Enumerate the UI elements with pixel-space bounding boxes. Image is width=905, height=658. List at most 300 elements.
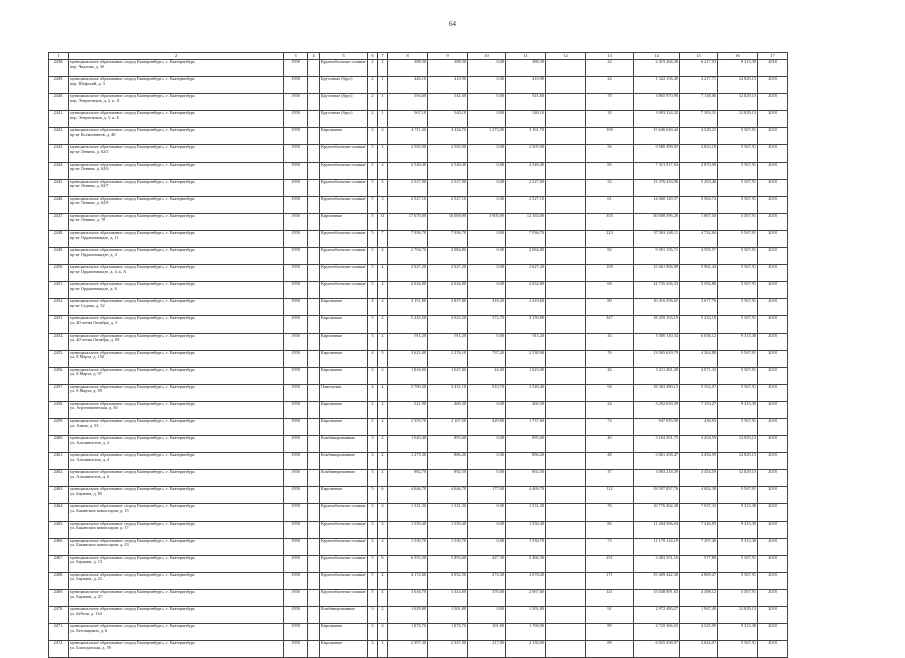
floors-cell: 5: [368, 487, 378, 504]
entrances-cell: 2: [378, 316, 388, 333]
owner-text: муниципальное образование «город Екатеринбург», г. Екатеринбург,: [70, 589, 196, 594]
premises-area-cell: 1 501,80: [428, 607, 468, 624]
residents-cell: 89: [586, 624, 634, 641]
entrances-cell: 7: [378, 230, 388, 247]
street-text: пер. Шефский, д. 3: [70, 80, 105, 86]
cost-cell: 18 363 480,13: [634, 384, 680, 401]
premises-area-cell: 3 431,10: [428, 384, 468, 401]
year-cell: 1958: [284, 111, 308, 128]
plan-year-cell: 2018: [758, 350, 788, 367]
nonresidential-area-cell: 910,70: [468, 384, 506, 401]
row-number: 2451.: [49, 282, 69, 299]
floors-cell: 3: [368, 436, 378, 453]
total-area-cell: 982,70: [388, 470, 428, 487]
residents-cell: 223: [586, 230, 634, 247]
plan-year-cell: 2018: [758, 77, 788, 94]
residential-area-cell: 1 550,40: [506, 521, 546, 538]
row-number: 2455.: [49, 350, 69, 367]
empty-cell: [308, 589, 320, 606]
total-area-cell: 1 531,30: [388, 504, 428, 521]
total-area-cell: 911,20: [388, 333, 428, 350]
plan-year-cell: 2018: [758, 589, 788, 606]
address-cell: [69, 213, 284, 230]
premises-area-cell: 886,20: [428, 453, 468, 470]
empty-cell: [546, 145, 586, 162]
empty-cell: [546, 401, 586, 418]
empty-cell: [546, 60, 586, 77]
street-text: пр-кт Космонавтов, д. 48: [70, 131, 116, 137]
max-cost-cell: 9 313,38: [718, 624, 758, 641]
owner-text: муниципальное образование «город Екатеринбург», г. Екатеринбург,: [70, 538, 196, 543]
empty-cell: [308, 453, 320, 470]
year-cell: 1958: [284, 265, 308, 282]
year-cell: 1958: [284, 470, 308, 487]
owner-text: муниципальное образование «город Екатеринбург», г. Екатеринбург,: [70, 93, 196, 99]
entrances-cell: 3: [378, 521, 388, 538]
max-cost-cell: 12 829,13: [718, 111, 758, 128]
street-text: ул. 8 Марта, д. 99: [70, 388, 102, 394]
nonresidential-area-cell: 101,80: [468, 624, 506, 641]
nonresidential-area-cell: 376,00: [468, 589, 506, 606]
plan-year-cell: 2018: [758, 470, 788, 487]
owner-text: муниципальное образование «город Екатеринбург», г. Екатеринбург,: [70, 623, 196, 629]
residential-area-cell: 5 466,30: [506, 555, 546, 572]
row-number: 2472.: [49, 641, 69, 658]
unit-cost-cell: 577,80: [680, 555, 718, 572]
empty-cell: [546, 641, 586, 658]
max-cost-cell: 12 829,13: [718, 607, 758, 624]
street-text: пер. Чкалова, д. 3б: [70, 63, 105, 69]
cost-cell: 18 439 103,19: [634, 316, 680, 333]
plan-year-cell: 2018: [758, 299, 788, 316]
residential-area-cell: 1 768,90: [506, 624, 546, 641]
nonresidential-area-cell: 0,00: [468, 145, 506, 162]
address-cell: [69, 538, 284, 555]
address-cell: [69, 384, 284, 401]
table-row: [49, 350, 788, 367]
empty-cell: [546, 128, 586, 145]
residents-cell: 35: [586, 111, 634, 128]
residents-cell: 37: [586, 470, 634, 487]
owner-text: муниципальное образование «город Екатеринбург», г. Екатеринбург,: [70, 418, 196, 423]
cost-cell: 18 597 837,76: [634, 487, 680, 504]
entrances-cell: 1: [378, 94, 388, 111]
premises-area-cell: 1 647,00: [428, 367, 468, 384]
total-area-cell: 2 527,10: [388, 196, 428, 213]
premises-area-cell: 892,50: [428, 470, 468, 487]
floors-cell: 2: [368, 77, 378, 94]
premises-area-cell: 3 952,50: [428, 572, 468, 589]
owner-text: муниципальное образование «город Екатеринбург», г. Екатеринбург,: [70, 179, 196, 184]
owner-text: муниципальное образование «город Екатеринбург», г. Екатеринбург,: [70, 555, 196, 560]
plan-year-cell: 2018: [758, 179, 788, 196]
street-text: пр-кт Ленина, д. 62/6: [70, 166, 109, 172]
table-row: [49, 316, 788, 333]
empty-cell: [308, 111, 320, 128]
cost-cell: 19 409 442,38: [634, 572, 680, 589]
max-cost-cell: 9 313,38: [718, 333, 758, 350]
residential-area-cell: 2 538,90: [506, 350, 546, 367]
row-number: 2459.: [49, 418, 69, 435]
plan-year-cell: 2018: [758, 453, 788, 470]
total-area-cell: 4 172,60: [388, 572, 428, 589]
address-cell: [69, 589, 284, 606]
row-number: 2452.: [49, 299, 69, 316]
row-number: 2468.: [49, 572, 69, 589]
max-cost-cell: 5 567,91: [718, 572, 758, 589]
nonresidential-area-cell: 24,00: [468, 367, 506, 384]
residents-cell: 43: [586, 333, 634, 350]
residential-area-cell: 892,50: [506, 470, 546, 487]
address-cell: [69, 333, 284, 350]
table-row: [49, 470, 788, 487]
owner-text: муниципальное образование «город Екатеринбург», г. Екатеринбург,: [70, 521, 196, 526]
header-cell: 8: [388, 53, 428, 60]
residents-cell: 76: [586, 350, 634, 367]
nonresidential-area-cell: 0,00: [468, 162, 506, 179]
floors-cell: 3: [368, 333, 378, 350]
entrances-cell: 6: [378, 555, 388, 572]
floors-cell: 3: [368, 624, 378, 641]
entrances-cell: 3: [378, 299, 388, 316]
plan-year-cell: 2018: [758, 538, 788, 555]
max-cost-cell: 5 567,91: [718, 213, 758, 230]
residential-area-cell: 1 501,80: [506, 607, 546, 624]
nonresidential-area-cell: 0,00: [468, 60, 506, 77]
year-cell: 1958: [284, 487, 308, 504]
cost-cell: 2 972 489,27: [634, 607, 680, 624]
address-cell: [69, 94, 284, 111]
address-cell: [69, 230, 284, 247]
wall-material-cell: Крупноблочные силикат: [320, 162, 368, 179]
residential-area-cell: 12 163,00: [506, 213, 546, 230]
cost-cell: 13 376 433,96: [634, 179, 680, 196]
owner-text: муниципальное образование «город Екатеринбург», г. Екатеринбург,: [70, 298, 196, 304]
wall-material-cell: Крупноблочные силикат: [320, 521, 368, 538]
residents-cell: 347: [586, 316, 634, 333]
cost-cell: 5 500 110,34: [634, 333, 680, 350]
address-cell: [69, 607, 284, 624]
address-cell: [69, 401, 284, 418]
unit-cost-cell: 7 393,31: [680, 111, 718, 128]
empty-cell: [546, 367, 586, 384]
empty-cell: [308, 128, 320, 145]
address-cell: [69, 624, 284, 641]
street-text: ул. Бебеля, д. 134: [70, 610, 102, 616]
residential-area-cell: 4 469,70: [506, 487, 546, 504]
table-row: [49, 589, 788, 606]
cost-cell: 9 581 156,71: [634, 248, 680, 265]
total-area-cell: 2 704,70: [388, 248, 428, 265]
max-cost-cell: 5 567,91: [718, 367, 758, 384]
row-number: 2443.: [49, 145, 69, 162]
entrances-cell: 3: [378, 641, 388, 658]
residents-cell: 121: [586, 589, 634, 606]
plan-year-cell: 2018: [758, 504, 788, 521]
street-text: пр-кт Ленина, д. 62/5: [70, 149, 109, 155]
floors-cell: 2: [368, 401, 378, 418]
year-cell: 1958: [284, 607, 308, 624]
wall-material-cell: Кирпичные: [320, 367, 368, 384]
plan-year-cell: 2018: [758, 111, 788, 128]
row-number: 2457.: [49, 384, 69, 401]
nonresidential-area-cell: 0,00: [468, 333, 506, 350]
street-text: ул. 40-летия Октября, д. 69: [70, 337, 120, 343]
wall-material-cell: Кирпичные: [320, 487, 368, 504]
owner-text: муниципальное образование «город Екатеринбург», г. Екатеринбург,: [70, 486, 196, 492]
floors-cell: 3: [368, 521, 378, 538]
address-cell: [69, 248, 284, 265]
residential-area-cell: 911,20: [506, 333, 546, 350]
owner-text: муниципальное образование «город Екатеринбург», г. Екатеринбург,: [70, 213, 196, 218]
table-row: [49, 607, 788, 624]
entrances-cell: 1: [378, 111, 388, 128]
entrances-cell: 11: [378, 213, 388, 230]
unit-cost-cell: 7 138,06: [680, 94, 718, 111]
floors-cell: 3: [368, 470, 378, 487]
total-area-cell: 388,30: [388, 60, 428, 77]
table-row: [49, 521, 788, 538]
premises-area-cell: 16 068,90: [428, 213, 468, 230]
residents-cell: 86: [586, 521, 634, 538]
cost-cell: 3 865 970,98: [634, 94, 680, 111]
empty-cell: [308, 607, 320, 624]
plan-year-cell: 2018: [758, 265, 788, 282]
residents-cell: 48: [586, 453, 634, 470]
address-cell: [69, 128, 284, 145]
total-area-cell: 2 527,00: [388, 179, 428, 196]
floors-cell: 3: [368, 641, 378, 658]
residential-area-cell: 3 150,80: [506, 316, 546, 333]
street-text: ул. Бакинских комиссаров, д. 15: [70, 508, 129, 514]
floors-cell: 5: [368, 230, 378, 247]
entrances-cell: 2: [378, 607, 388, 624]
wall-material-cell: Комбинированные: [320, 470, 368, 487]
nonresidential-area-cell: 0,00: [468, 470, 506, 487]
row-number: 2449.: [49, 248, 69, 265]
street-text: пр-кт Орджоникидзе, д. 4, к. А: [70, 268, 127, 274]
street-text: ул. Азина, д. 53: [70, 422, 99, 428]
premises-area-cell: 3 276,10: [428, 350, 468, 367]
plan-year-cell: 2018: [758, 487, 788, 504]
wall-material-cell: Крупноблочные силикат: [320, 538, 368, 555]
year-cell: 1958: [284, 196, 308, 213]
year-cell: 1958: [284, 624, 308, 641]
nonresidential-area-cell: 1 273,00: [468, 128, 506, 145]
wall-material-cell: Панельные: [320, 384, 368, 401]
empty-cell: [308, 624, 320, 641]
residents-cell: 171: [586, 572, 634, 589]
row-number: 2461.: [49, 453, 69, 470]
empty-cell: [546, 453, 586, 470]
empty-cell: [308, 367, 320, 384]
address-cell: [69, 487, 284, 504]
wall-material-cell: Кирпичные: [320, 624, 368, 641]
row-number: 2471.: [49, 624, 69, 641]
street-text: пер. Энергетиков, д. 5, к. Б: [70, 114, 120, 120]
total-area-cell: 2 634,80: [388, 282, 428, 299]
header-cell: 13: [586, 53, 634, 60]
address-cell: [69, 316, 284, 333]
residential-area-cell: 2 520,40: [506, 384, 546, 401]
header-cell: 17: [758, 53, 788, 60]
table-row: [49, 230, 788, 247]
premises-area-cell: 911,20: [428, 333, 468, 350]
entrances-cell: 3: [378, 504, 388, 521]
residential-area-cell: 2 548,40: [506, 162, 546, 179]
max-cost-cell: 5 567,91: [718, 641, 758, 658]
street-text: пр-кт Седова, д. 52: [70, 302, 105, 308]
nonresidential-area-cell: 372,70: [468, 316, 506, 333]
premises-area-cell: 4 434,70: [428, 128, 468, 145]
floors-cell: 5: [368, 572, 378, 589]
table-row: [49, 624, 788, 641]
address-cell: [69, 162, 284, 179]
nonresidential-area-cell: 0,00: [468, 111, 506, 128]
floors-cell: 5: [368, 162, 378, 179]
residents-cell: 91: [586, 607, 634, 624]
cost-cell: 3 061 458,47: [634, 453, 680, 470]
entrances-cell: 3: [378, 624, 388, 641]
cost-cell: 3 083 218,39: [634, 470, 680, 487]
row-number: 2440.: [49, 94, 69, 111]
address-cell: [69, 196, 284, 213]
residents-cell: 61: [586, 196, 634, 213]
unit-cost-cell: 2 071,33: [680, 367, 718, 384]
floors-cell: 2: [368, 94, 378, 111]
residents-cell: 89: [586, 641, 634, 658]
premises-area-cell: 2 167,50: [428, 418, 468, 435]
max-cost-cell: 5 567,91: [718, 162, 758, 179]
wall-material-cell: Кирпичные: [320, 350, 368, 367]
wall-material-cell: Крупноблочные силикат: [320, 179, 368, 196]
empty-cell: [546, 589, 586, 606]
address-cell: [69, 111, 284, 128]
owner-text: муниципальное образование «город Екатеринбург», г. Екатеринбург,: [70, 435, 196, 441]
total-area-cell: 2 627,20: [388, 265, 428, 282]
max-cost-cell: 5 567,91: [718, 487, 758, 504]
row-number: 2447.: [49, 213, 69, 230]
floors-cell: 5: [368, 248, 378, 265]
wall-material-cell: Крупноблочные силикат: [320, 60, 368, 77]
max-cost-cell: 12 829,13: [718, 77, 758, 94]
residential-area-cell: 2 130,00: [506, 641, 546, 658]
residential-area-cell: 2 527,10: [506, 196, 546, 213]
floors-cell: 5: [368, 282, 378, 299]
register-table: [48, 52, 788, 658]
unit-cost-cell: 5 293,40: [680, 179, 718, 196]
wall-material-cell: Комбинированные: [320, 607, 368, 624]
total-area-cell: 5 245,50: [388, 316, 428, 333]
residents-cell: 83: [586, 162, 634, 179]
residential-area-cell: 541,60: [506, 94, 546, 111]
nonresidential-area-cell: 177,00: [468, 487, 506, 504]
entrances-cell: 3: [378, 128, 388, 145]
wall-material-cell: Комбинированные: [320, 436, 368, 453]
floors-cell: 4: [368, 299, 378, 316]
nonresidential-area-cell: 0,00: [468, 196, 506, 213]
unit-cost-cell: 5 233,18: [680, 316, 718, 333]
plan-year-cell: 2018: [758, 282, 788, 299]
header-cell: 14: [634, 53, 680, 60]
row-number: 2469.: [49, 589, 69, 606]
address-cell: [69, 470, 284, 487]
premises-area-cell: 1 550,40: [428, 521, 468, 538]
max-cost-cell: 5 567,91: [718, 128, 758, 145]
address-cell: [69, 77, 284, 94]
wall-material-cell: Кирпичные: [320, 641, 368, 658]
header-cell: 6: [368, 53, 378, 60]
street-text: пр-кт Ленина, д. 62/7: [70, 183, 109, 189]
empty-cell: [546, 418, 586, 435]
owner-text: муниципальное образование «город Екатеринбург», г. Екатеринбург,: [70, 230, 196, 235]
table-row: [49, 572, 788, 589]
total-area-cell: 446,10: [388, 77, 428, 94]
address-cell: [69, 572, 284, 589]
street-text: пр-кт Орджоникидзе, д. 4: [70, 251, 117, 257]
address-cell: [69, 350, 284, 367]
year-cell: 1958: [284, 367, 308, 384]
premises-area-cell: 3 343,60: [428, 589, 468, 606]
empty-cell: [308, 384, 320, 401]
residential-area-cell: 2 527,00: [506, 179, 546, 196]
empty-cell: [308, 316, 320, 333]
empty-cell: [308, 162, 320, 179]
street-text: ул. 40-летия Октября, д. 3: [70, 320, 118, 325]
entrances-cell: 1: [378, 77, 388, 94]
address-cell: [69, 299, 284, 316]
cost-cell: 14 060 129,37: [634, 196, 680, 213]
residential-area-cell: 460,30: [506, 401, 546, 418]
wall-material-cell: Крупноблочные силикат: [320, 248, 368, 265]
wall-material-cell: Комбинированные: [320, 453, 368, 470]
unit-cost-cell: 3 454,59: [680, 470, 718, 487]
header-cell: 11: [506, 53, 546, 60]
premises-area-cell: 1 531,30: [428, 504, 468, 521]
owner-text: муниципальное образование «город Екатеринбург», г. Екатеринбург,: [70, 469, 196, 475]
wall-material-cell: Крупноблочные силикат: [320, 145, 368, 162]
wall-material-cell: Крупноблочные силикат: [320, 265, 368, 282]
row-number: 2463.: [49, 487, 69, 504]
year-cell: 1958: [284, 401, 308, 418]
total-area-cell: 6 555,30: [388, 555, 428, 572]
premises-area-cell: 2 347,00: [428, 641, 468, 658]
empty-cell: [308, 504, 320, 521]
table-header: [49, 53, 788, 60]
year-cell: 1958: [284, 94, 308, 111]
header-cell: 1: [49, 53, 69, 60]
unit-cost-cell: 4 595,57: [680, 248, 718, 265]
address-cell: [69, 521, 284, 538]
nonresidential-area-cell: 0,00: [468, 401, 506, 418]
floors-cell: 3: [368, 367, 378, 384]
cost-cell: 10 416 556,65: [634, 299, 680, 316]
empty-cell: [308, 418, 320, 435]
total-area-cell: 2 548,40: [388, 162, 428, 179]
owner-text: муниципальное образование «город Екатеринбург», г. Екатеринбург,: [70, 401, 196, 406]
total-area-cell: 594,60: [388, 94, 428, 111]
row-number: 2454.: [49, 333, 69, 350]
street-text: ул. Альпинистов, д. 6: [70, 473, 110, 479]
plan-year-cell: 2018: [758, 230, 788, 247]
cost-cell: 11 170 124,19: [634, 538, 680, 555]
plan-year-cell: 2018: [758, 248, 788, 265]
year-cell: 1958: [284, 572, 308, 589]
cost-cell: 15 646 649,44: [634, 128, 680, 145]
table-row: [49, 487, 788, 504]
entrances-cell: 3: [378, 350, 388, 367]
year-cell: 1958: [284, 60, 308, 77]
